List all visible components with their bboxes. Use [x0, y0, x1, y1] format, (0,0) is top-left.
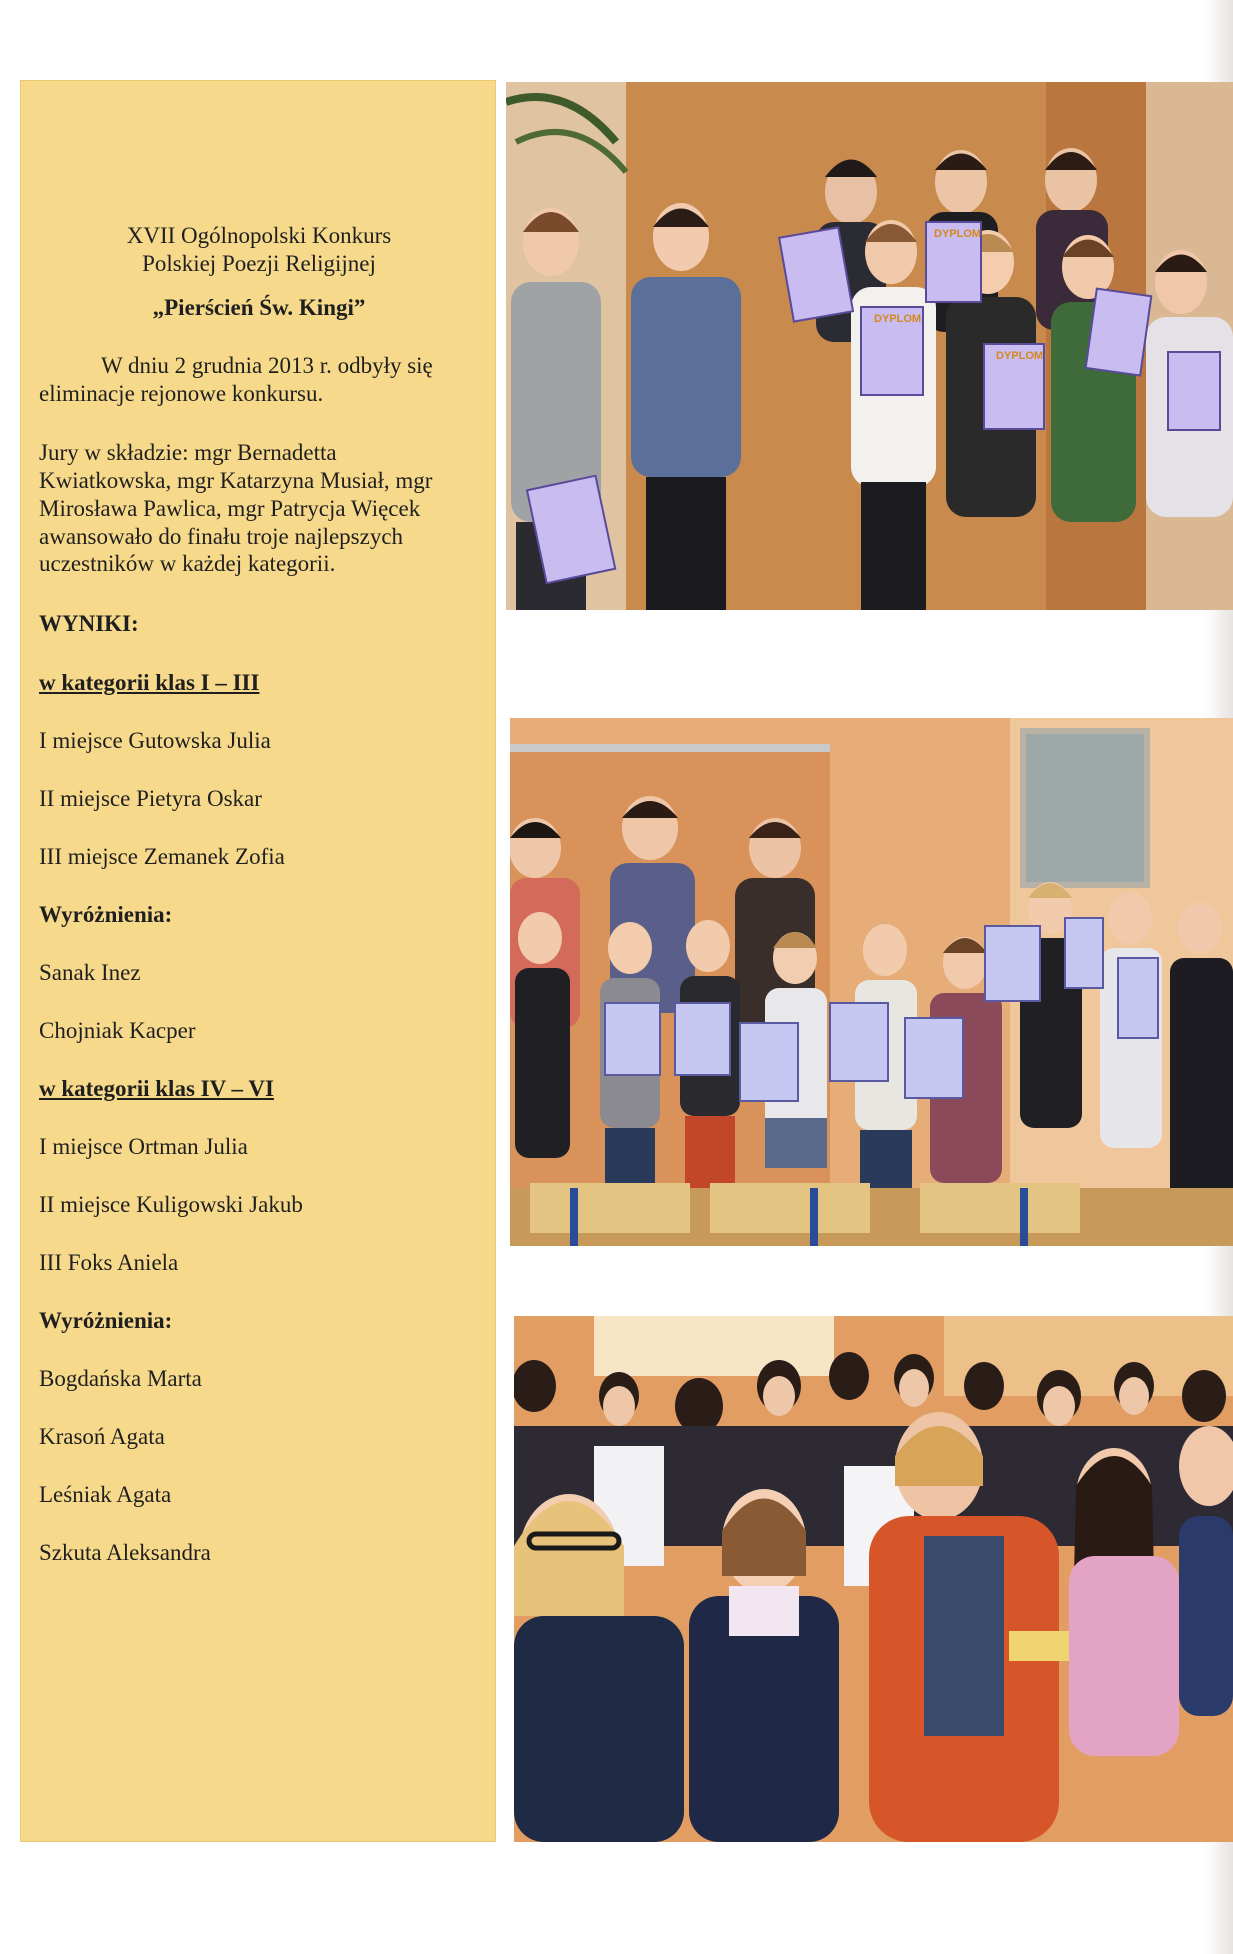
distinctions-heading: Wyróżnienia:	[39, 902, 173, 927]
distinction-name: Bogdańska Marta	[39, 1366, 202, 1391]
distinction-name: Krasoń Agata	[39, 1424, 165, 1449]
intro-line2: eliminacje rejonowe konkursu.	[39, 381, 324, 406]
category-heading: w kategorii klas I – III	[39, 670, 260, 695]
category-heading: w kategorii klas IV – VI	[39, 1076, 274, 1101]
jury-line: uczestników w każdej kategorii.	[39, 551, 336, 576]
diploma-label: DYPLOM	[996, 350, 1044, 362]
jury-line: Kwiatkowska, mgr Katarzyna Musiał, mgr	[39, 468, 433, 493]
result-place: I miejsce Gutowska Julia	[39, 728, 271, 753]
result-place: II miejsce Pietyra Oskar	[39, 786, 262, 811]
jury-line: Jury w składzie: mgr Bernadetta	[39, 440, 337, 465]
diploma-label: DYPLOM	[934, 228, 982, 240]
result-place: III miejsce Zemanek Zofia	[39, 844, 285, 869]
jury-line: Mirosława Pawlica, mgr Patrycja Więcek	[39, 496, 421, 521]
contest-name: „Pierścień Św. Kingi”	[152, 295, 366, 320]
contest-title-line2: Polskiej Poezji Religijnej	[142, 251, 376, 276]
photo-audience	[514, 1316, 1233, 1842]
diploma-label: DYPLOM	[874, 313, 922, 325]
distinction-name: Szkuta Aleksandra	[39, 1540, 211, 1565]
distinction-name: Sanak Inez	[39, 960, 141, 985]
results-heading: WYNIKI:	[39, 611, 139, 636]
contest-title-line1: XVII Ogólnopolski Konkurs	[126, 223, 392, 248]
text-panel	[20, 80, 496, 1842]
distinctions-heading: Wyróżnienia:	[39, 1308, 173, 1333]
intro-line1: W dniu 2 grudnia 2013 r. odbyły się	[101, 353, 433, 378]
result-place: I miejsce Ortman Julia	[39, 1134, 248, 1159]
result-place: III Foks Aniela	[39, 1250, 179, 1275]
distinction-name: Chojniak Kacper	[39, 1018, 196, 1043]
jury-line: awansowało do finału troje najlepszych	[39, 524, 404, 549]
photo-winners-younger	[510, 718, 1233, 1246]
photo-winners-older	[506, 82, 1233, 610]
result-place: II miejsce Kuligowski Jakub	[39, 1192, 303, 1217]
distinction-name: Leśniak Agata	[39, 1482, 172, 1507]
